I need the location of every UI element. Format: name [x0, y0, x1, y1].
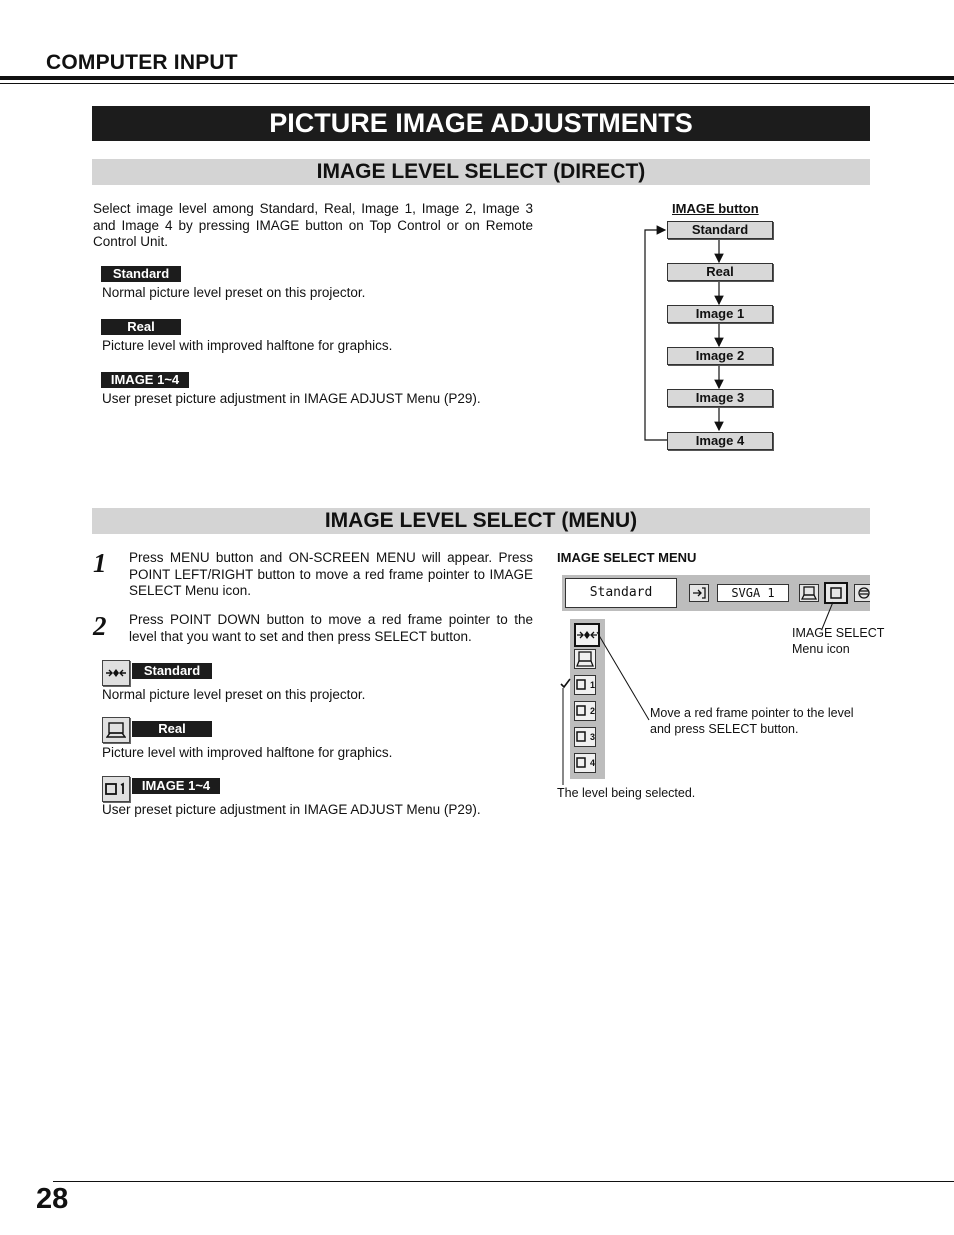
- step-text: Press POINT DOWN button to move a red frame pointer to the level that you want to set and then press SELECT button.: [129, 612, 533, 644]
- color-icon: [854, 584, 870, 602]
- real-level-icon: [102, 717, 130, 743]
- menu-desc-image: User preset picture adjustment in IMAGE ADJUST Menu (P29).: [102, 802, 481, 817]
- image-number: 4: [589, 758, 595, 768]
- direct-desc-standard: Normal picture level preset on this projector.: [102, 285, 366, 300]
- flow-box-standard: Standard: [667, 221, 773, 239]
- menu-desc-real: Picture level with improved halftone for graphics.: [102, 745, 393, 760]
- step-number: 1: [93, 548, 107, 578]
- direct-intro: Select image level among Standard, Real, Image 1, Image 2, Image 3 and Image 4 by pressing IMAGE button on Top Control or on Remote Control Unit.: [93, 201, 533, 249]
- leader-line: [597, 632, 649, 720]
- direct-tag-real: Real: [101, 319, 181, 335]
- standard-level-icon: [102, 660, 130, 686]
- flow-box-real: Real: [667, 263, 773, 281]
- annot-pointer: Move a red frame pointer to the level and press SELECT button.: [650, 706, 854, 736]
- image-number: 1: [589, 680, 595, 690]
- direct-tag-image: IMAGE 1~4: [101, 372, 189, 388]
- direct-desc-real: Picture level with improved halftone for graphics.: [102, 338, 393, 353]
- menu-tag-standard: Standard: [132, 663, 212, 679]
- direct-desc-image: User preset picture adjustment in IMAGE ADJUST Menu (P29).: [102, 391, 481, 406]
- header-rule-thick: [0, 76, 954, 80]
- section-header: COMPUTER INPUT: [46, 51, 238, 74]
- direct-heading: IMAGE LEVEL SELECT (DIRECT): [92, 159, 870, 185]
- annot-level: The level being selected.: [557, 786, 696, 800]
- arrow-loop: [645, 230, 667, 440]
- flow-title: IMAGE button: [672, 201, 759, 216]
- menu-system-field: SVGA 1: [717, 584, 789, 602]
- flow-arrows: [640, 215, 780, 455]
- step-number: 2: [93, 611, 107, 641]
- page-number: 28: [36, 1183, 69, 1215]
- step-text: Press MENU button and ON-SCREEN MENU will appear. Press POINT LEFT/RIGHT button to move a red frame pointer to IMAGE SELECT Menu icon.: [129, 550, 533, 598]
- menu-heading: IMAGE LEVEL SELECT (MENU): [92, 508, 870, 534]
- image-number: 2: [589, 706, 595, 716]
- menu-tag-real: Real: [132, 721, 212, 737]
- menu-desc-standard: Normal picture level preset on this projector.: [102, 687, 366, 702]
- footer-rule: [53, 1181, 954, 1182]
- flow-box-image2: Image 2: [667, 347, 773, 365]
- header-rule-thin: [0, 83, 954, 84]
- annot-menu-icon: IMAGE SELECT Menu icon: [792, 626, 885, 656]
- image-level-icon: [102, 776, 130, 802]
- flow-box-image4: Image 4: [667, 432, 773, 450]
- image-number: 3: [589, 732, 595, 742]
- flow-box-image3: Image 3: [667, 389, 773, 407]
- flow-box-image1: Image 1: [667, 305, 773, 323]
- direct-tag-standard: Standard: [101, 266, 181, 282]
- page-title: PICTURE IMAGE ADJUSTMENTS: [92, 106, 870, 141]
- menu-tag-image: IMAGE 1~4: [132, 778, 220, 794]
- menu-value-field: Standard: [565, 578, 677, 608]
- image-select-menu-label: IMAGE SELECT MENU: [557, 550, 697, 565]
